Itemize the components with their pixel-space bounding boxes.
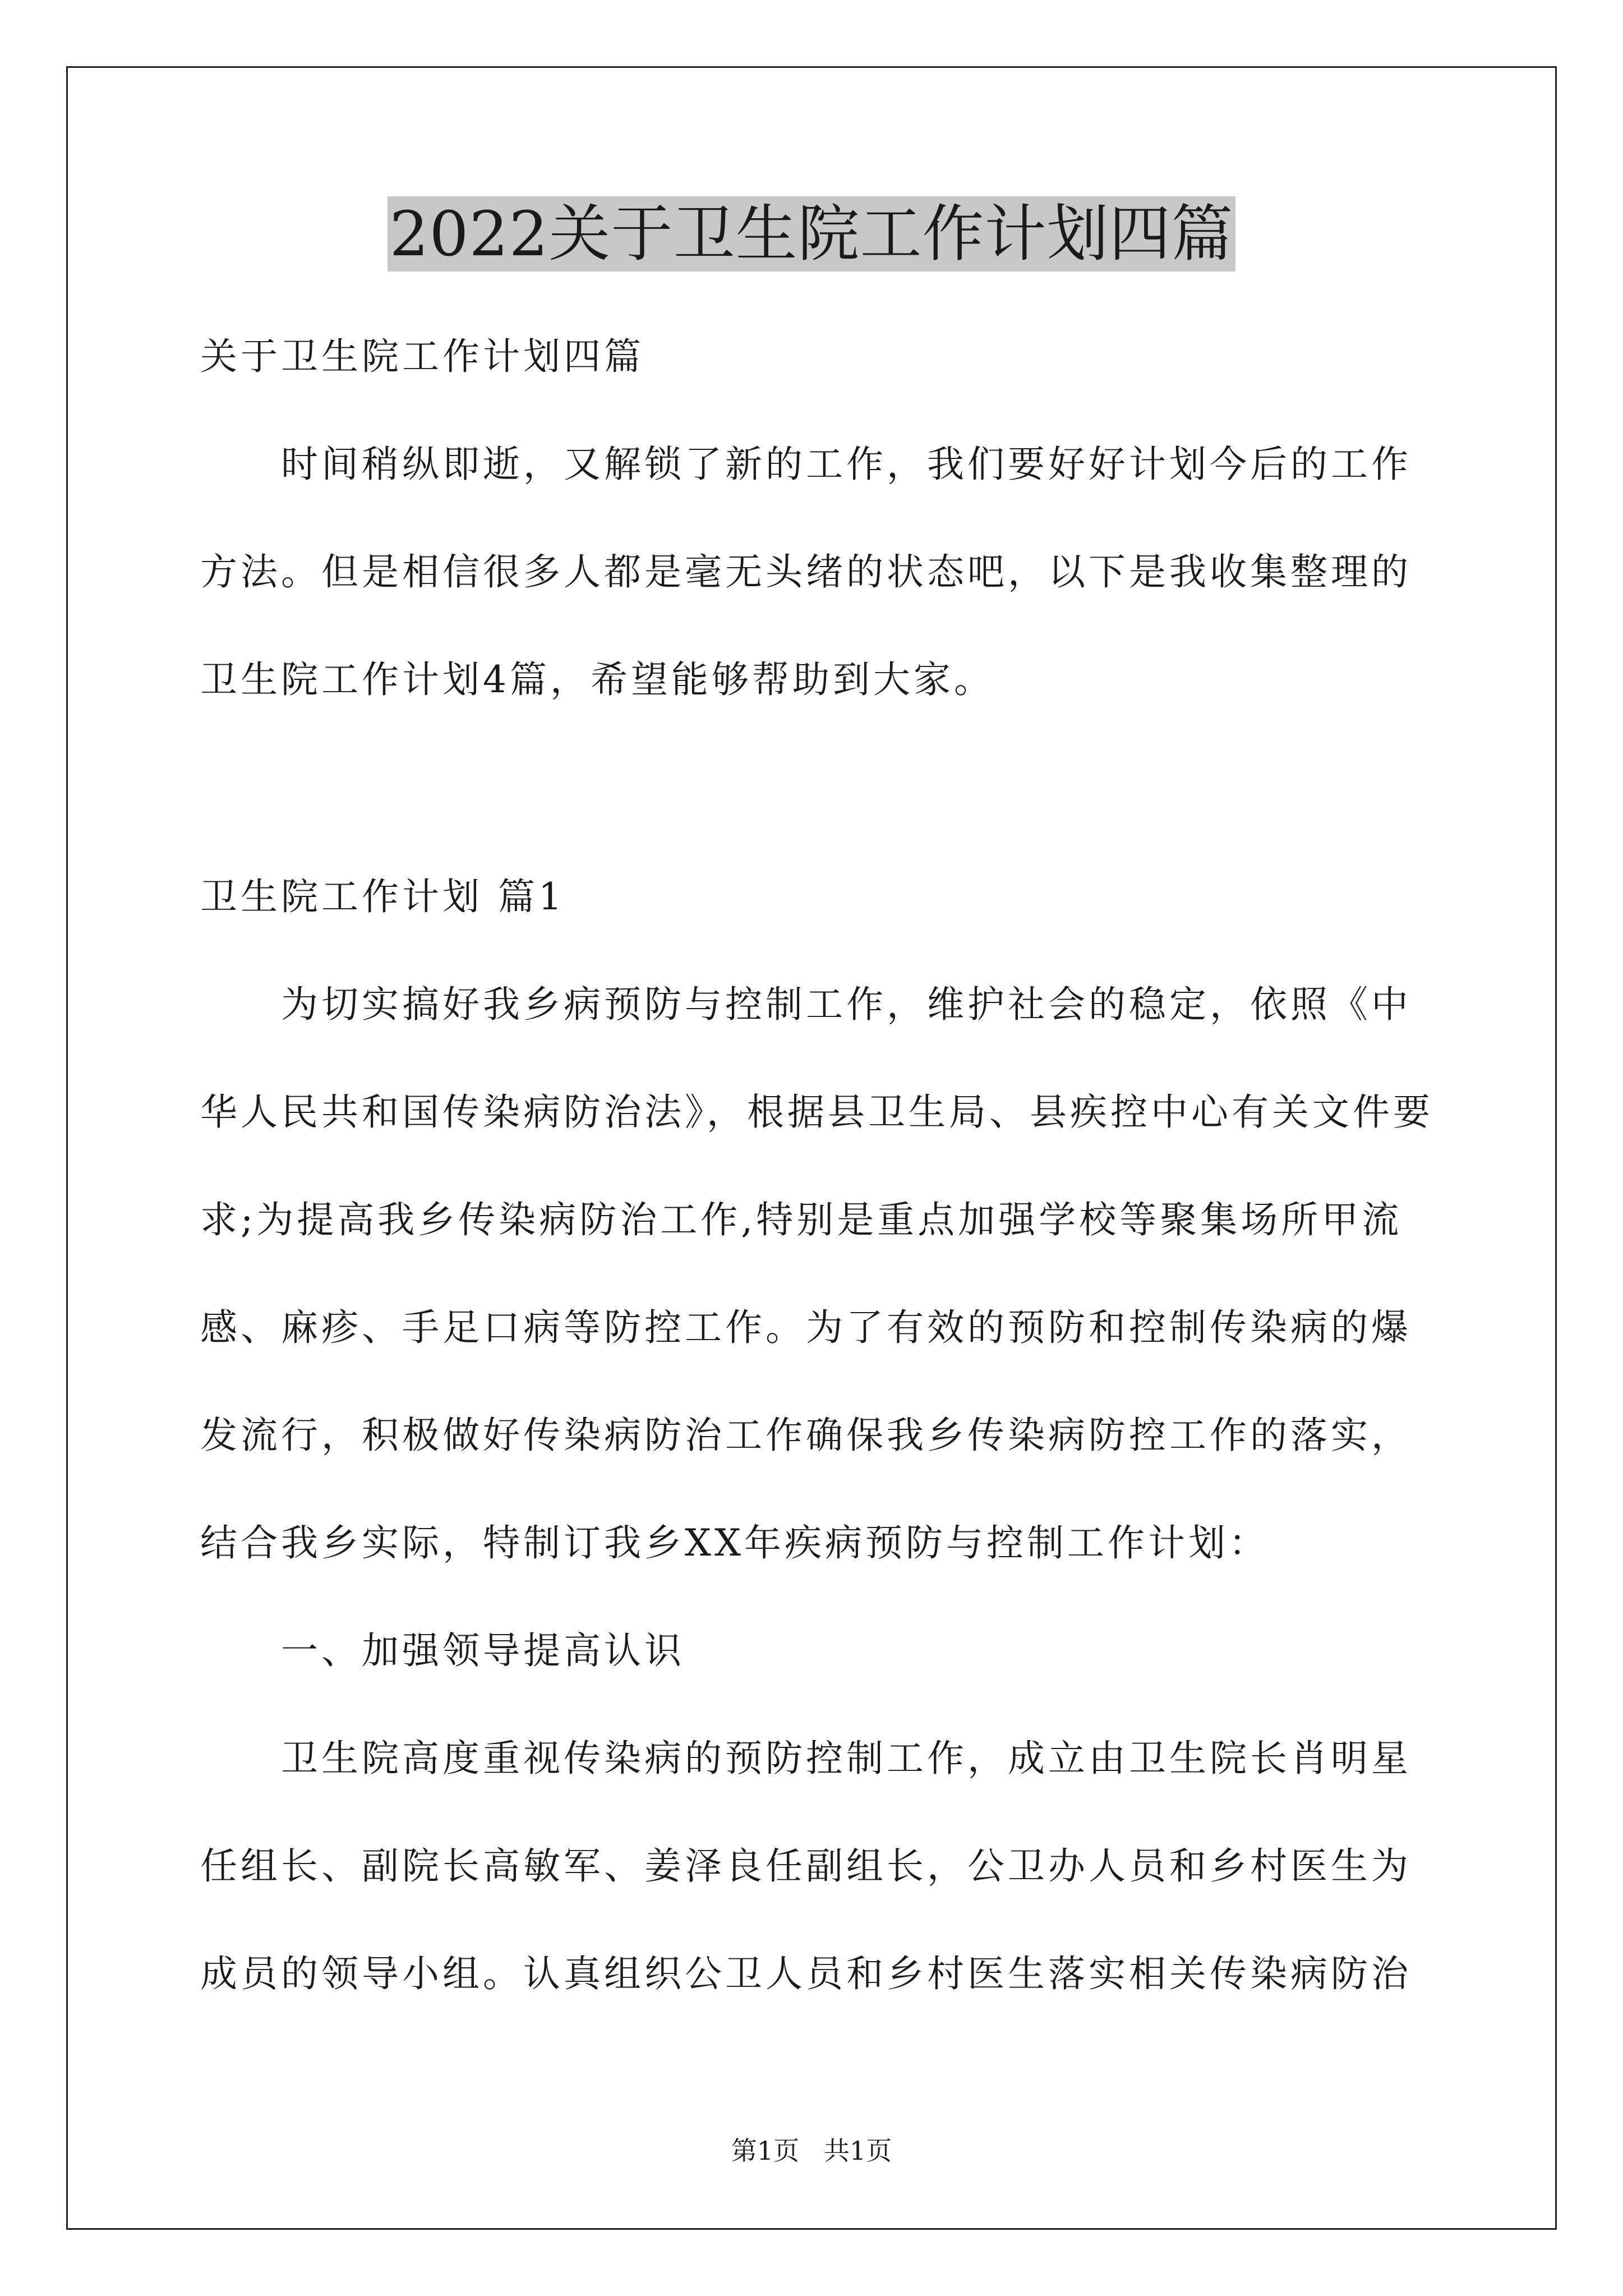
paragraph-line: 感、麻疹、手足口病等防控工作。为了有效的预防和控制传染病的爆 [200,1306,1412,1349]
document-body [200,303,1434,2028]
document-subtitle: 关于卫生院工作计划四篇 [200,335,644,378]
paragraph-line: 华人民共和国传染病防治法》，根据县卫生局、县疾控中心有关文件要 [200,1091,1433,1134]
section-heading: 卫生院工作计划 篇1 [200,875,565,918]
paragraph-line: 卫生院高度重视传染病的预防控制工作，成立由卫生院长肖明星 [281,1737,1412,1780]
page-footer: 第1页 共1页 [731,2136,892,2166]
paragraph-line: 任组长、副院长高敏军、姜泽良任副组长，公卫办人员和乡村医生为 [200,1844,1412,1888]
intro-line: 时间稍纵即逝，又解锁了新的工作，我们要好好计划今后的工作 [281,443,1412,486]
section-gap [200,734,1434,843]
paragraph-line: 求;为提高我乡传染病防治工作,特别是重点加强学校等聚集场所甲流 [200,1198,1403,1241]
paragraph-line: 成员的领导小组。认真组织公卫人员和乡村医生落实相关传染病防治 [200,1952,1412,1995]
paragraph-line: 发流行，积极做好传染病防治工作确保我乡传染病防控工作的落实， [200,1414,1412,1457]
paragraph-line: 结合我乡实际，特制订我乡XX年疾病预防与控制工作计划： [200,1521,1269,1565]
sub-heading: 一、加强领导提高认识 [281,1629,685,1672]
intro-line: 方法。但是相信很多人都是毫无头绪的状态吧，以下是我收集整理的 [200,550,1412,593]
paragraph-line: 为切实搞好我乡病预防与控制工作，维护社会的稳定，依照《中 [281,983,1412,1026]
document-title: 2022关于卫生院工作计划四篇 [388,196,1236,272]
intro-line: 卫生院工作计划4篇，希望能够帮助到大家。 [200,658,994,701]
title-area [0,196,1623,272]
